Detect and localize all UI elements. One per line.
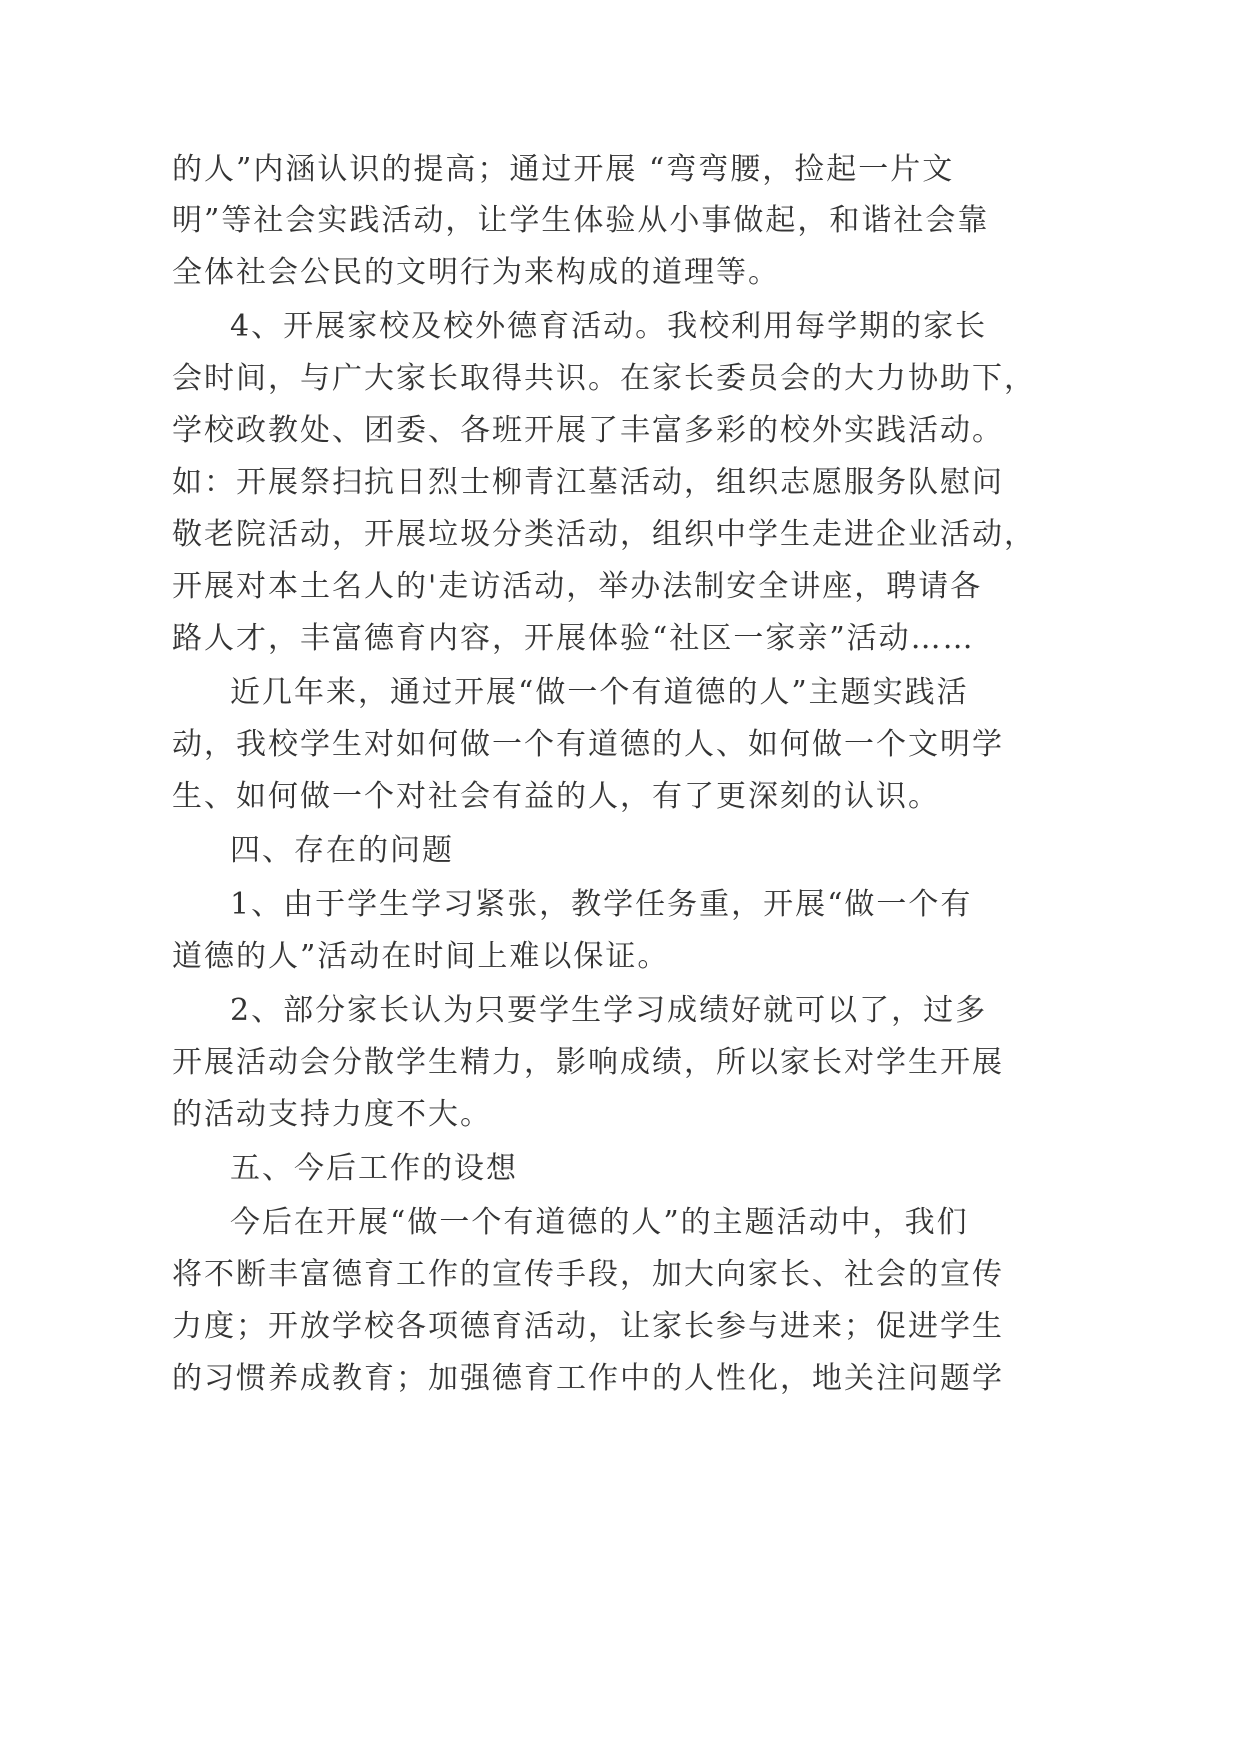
line-text: 敬老院活动，开展垃圾分类活动，组织中学生走进企业活动， — [172, 517, 1036, 552]
line-text: 今后在开展“做一个有道德的人”的主题活动中，我们 — [230, 1205, 969, 1240]
text-line — [0, 927, 1241, 987]
line-text: 学校政教处、团委、各班开展了丰富多彩的校外实践活动。 — [172, 413, 1004, 448]
text-line — [0, 767, 1241, 827]
text-line — [0, 505, 1241, 565]
heading-text: 五、今后工作的设想 — [230, 1151, 518, 1186]
text-line — [0, 875, 1241, 935]
line-text: 开展活动会分散学生精力，影响成绩，所以家长对学生开展 — [172, 1045, 1004, 1080]
line-text: 全体社会公民的文明行为来构成的道理等。 — [172, 255, 780, 290]
text-line — [0, 663, 1241, 723]
line-text: 2、部分家长认为只要学生学习成绩好就可以了，过多 — [230, 993, 988, 1028]
section-heading — [0, 1139, 1241, 1199]
line-text: 路人才，丰富德育内容，开展体验“社区一家亲”活动…… — [172, 621, 975, 656]
section-heading — [0, 821, 1241, 881]
line-text: 近几年来，通过开展“做一个有道德的人”主题实践活 — [230, 675, 969, 710]
text-line — [0, 297, 1241, 357]
text-line — [0, 1033, 1241, 1093]
text-line — [0, 453, 1241, 513]
line-text: 开展对本土名人的'走访活动，举办法制安全讲座，聘请各 — [172, 569, 983, 604]
line-text: 明”等社会实践活动，让学生体验从小事做起，和谐社会靠 — [172, 203, 990, 238]
line-text: 的活动支持力度不大。 — [172, 1097, 492, 1132]
line-text: 如：开展祭扫抗日烈士柳青江墓活动，组织志愿服务队慰问 — [172, 465, 1004, 500]
text-line — [0, 1193, 1241, 1253]
line-text: 的习惯养成教育；加强德育工作中的人性化，地关注问题学 — [172, 1361, 1004, 1396]
text-line — [0, 609, 1241, 669]
text-line — [0, 401, 1241, 461]
line-text: 力度；开放学校各项德育活动，让家长参与进来；促进学生 — [172, 1309, 1004, 1344]
text-line — [0, 981, 1241, 1041]
line-text: 将不断丰富德育工作的宣传手段，加大向家长、社会的宣传 — [172, 1257, 1004, 1292]
text-line — [0, 349, 1241, 409]
text-line — [0, 243, 1241, 303]
line-text: 1、由于学生学习紧张，教学任务重，开展“做一个有 — [230, 887, 973, 922]
text-line — [0, 1085, 1241, 1145]
text-line — [0, 1297, 1241, 1357]
heading-text: 四、存在的问题 — [230, 833, 454, 868]
text-line — [0, 191, 1241, 251]
line-text: 的人”内涵认识的提高；通过开展 “弯弯腰，捡起一片文 — [172, 152, 955, 187]
line-text: 生、如何做一个对社会有益的人，有了更深刻的认识。 — [172, 779, 940, 814]
line-text: 会时间，与广大家长取得共识。在家长委员会的大力协助下， — [172, 361, 1036, 396]
text-line — [0, 715, 1241, 775]
text-line — [0, 1245, 1241, 1305]
text-line — [0, 557, 1241, 617]
text-line — [0, 1349, 1241, 1409]
line-text: 道德的人”活动在时间上难以保证。 — [172, 939, 670, 974]
line-text: 4、开展家校及校外德育活动。我校利用每学期的家长 — [230, 309, 988, 344]
line-text: 动，我校学生对如何做一个有道德的人、如何做一个文明学 — [172, 727, 1004, 762]
